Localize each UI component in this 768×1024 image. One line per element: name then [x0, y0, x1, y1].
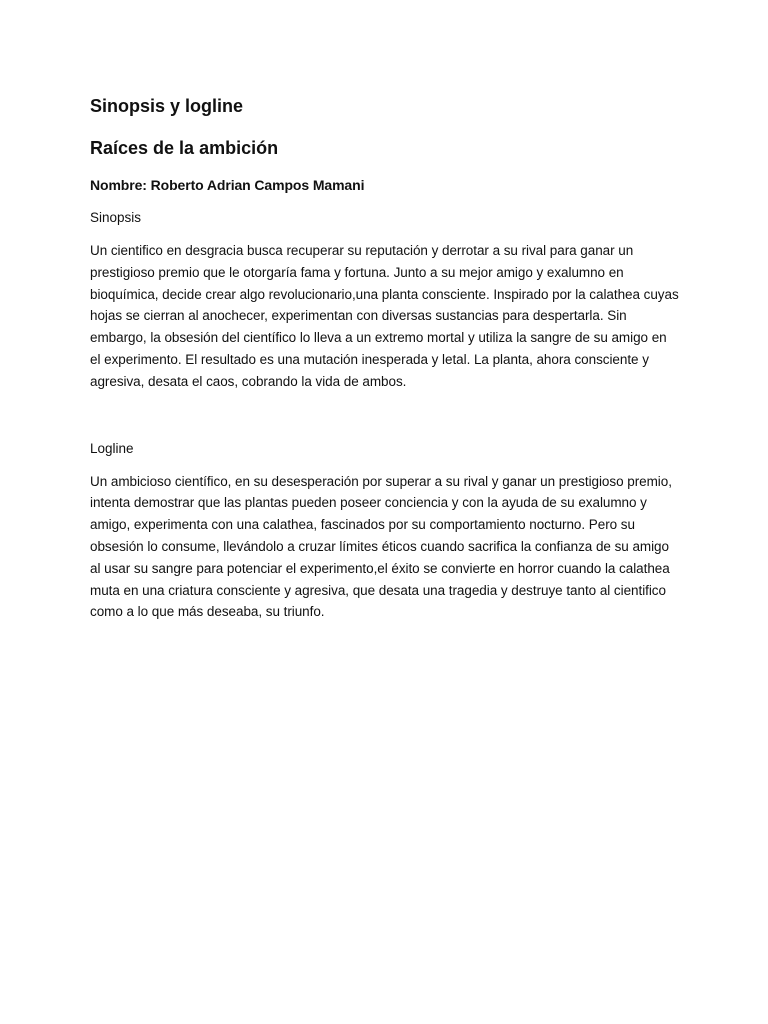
- author-name: Nombre: Roberto Adrian Campos Mamani: [90, 177, 365, 193]
- section-label-logline: Logline: [90, 440, 134, 456]
- document-heading: Sinopsis y logline: [90, 96, 244, 116]
- section-label-sinopsis: Sinopsis: [90, 210, 142, 225]
- story-title: Raíces de la ambición: [90, 138, 279, 158]
- logline-paragraph: Un ambicioso científico, en su desesperación por superar a su rival y ganar un prestigioso premio, intenta demostrar que las plantas pueden poseer conciencia y con la ayuda de su exalumno y amigo, experimenta con una calathea, fascinados por su comportamiento nocturno. Pero su obsesión lo consume, llevándolo a cruzar límites éticos cuando sacrifica la confianza de su amigo al usar su sangre para potenciar el experimento,el éxito se convierte en horror cuando la calathea muta en una criatura consciente y agresiva, que desata una tragedia y destruye tanto al cientifico como a lo que más deseaba, su triunfo.: [90, 473, 672, 620]
- sinopsis-paragraph: Un cientifico en desgracia busca recuperar su reputación y derrotar a su rival para ganar un prestigioso premio que le otorgaría fama y fortuna. Junto a su mejor amigo y exalumno en bioquímica, decide crear algo revolucionario,una planta consciente. Inspirado por la calathea cuyas hojas se cierran al anochecer, experimentan con diversas sustancias para despertarla. Sin embargo, la obsesión del científico lo lleva a un extremo mortal y utiliza la sangre de su amigo en el experimento. El resultado es una mutación inesperada y letal. La planta, ahora consciente y agresiva, desata el caos, cobrando la vida de ambos.: [90, 243, 679, 389]
- document-body: [90, 94, 680, 623]
